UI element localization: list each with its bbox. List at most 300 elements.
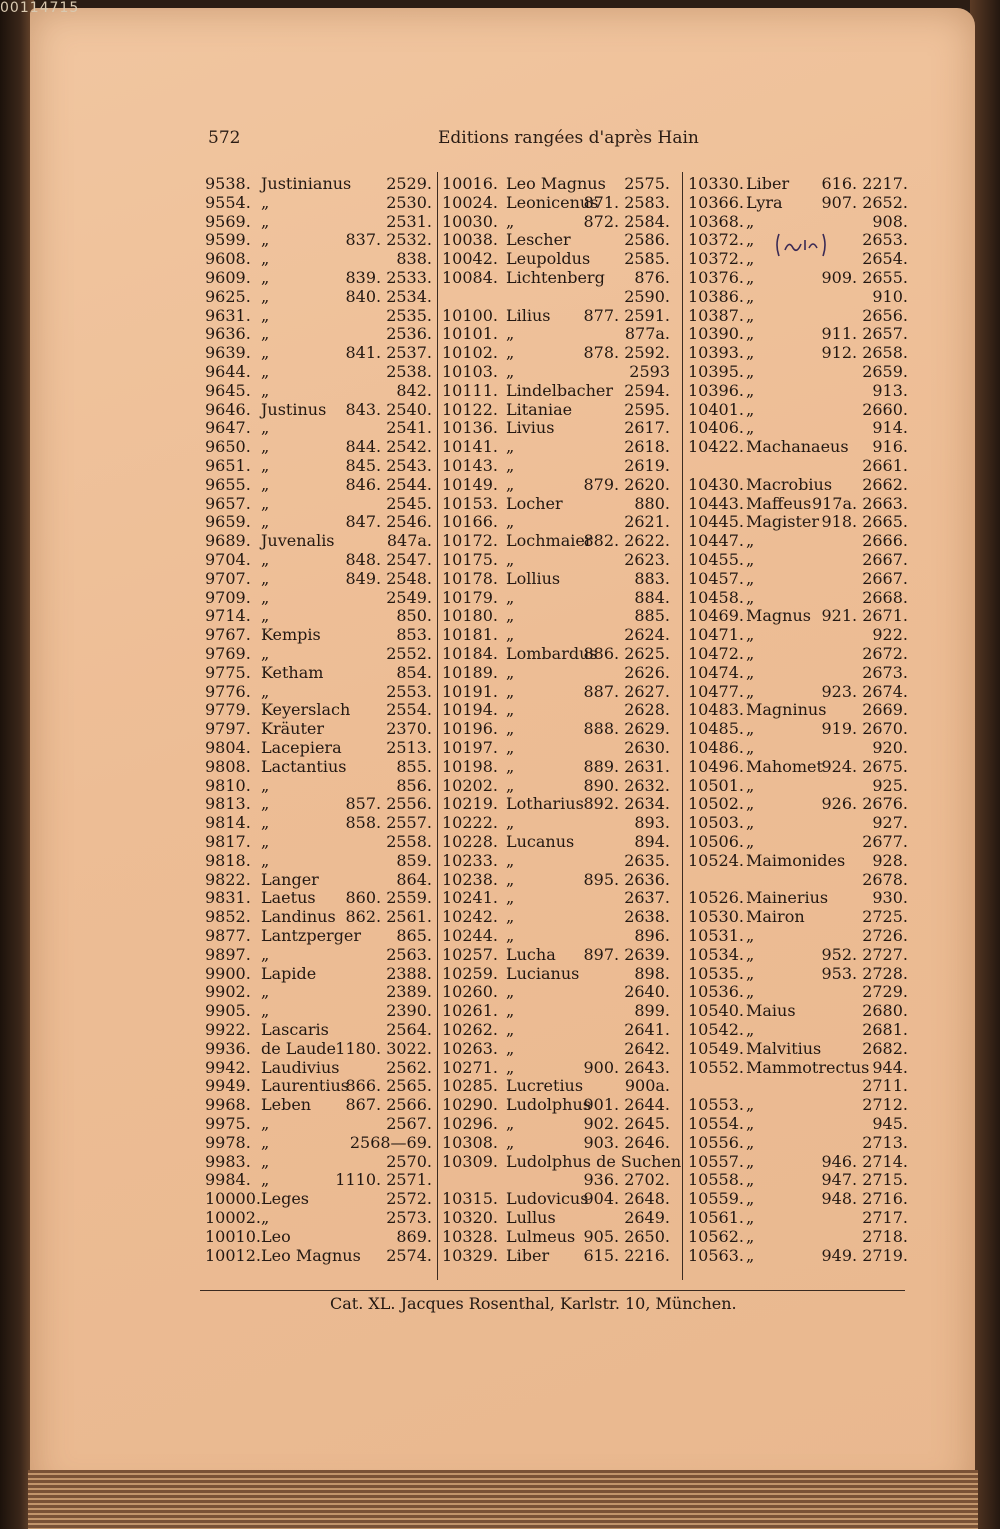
author-name: „ xyxy=(746,418,755,438)
author-name: Mainerius xyxy=(746,888,829,908)
index-entry xyxy=(205,1095,432,1114)
index-entry xyxy=(205,682,432,701)
reference-numbers: 2570. xyxy=(386,1151,432,1171)
hain-number: 10485. xyxy=(688,719,744,739)
index-entry xyxy=(442,794,670,813)
hain-number: 10122. xyxy=(442,399,498,419)
index-entry xyxy=(205,926,432,945)
hain-number: 10501. xyxy=(688,775,744,795)
index-entry xyxy=(688,1114,908,1133)
reference-numbers: 615. 2216. xyxy=(583,1245,670,1265)
reference-numbers: 2662. xyxy=(862,474,908,494)
index-entry xyxy=(442,1058,670,1077)
reference-numbers: 898. xyxy=(634,963,670,983)
index-entry xyxy=(205,1152,432,1171)
index-entry xyxy=(205,1189,432,1208)
hain-number: 9655. xyxy=(205,474,251,494)
reference-numbers: 616. 2217. xyxy=(821,174,908,193)
reference-numbers: 1110. 2571. xyxy=(335,1170,432,1190)
author-name: „ xyxy=(746,1170,755,1190)
reference-numbers: 900a. xyxy=(624,1076,670,1096)
hain-number: 10228. xyxy=(442,832,498,851)
index-entry xyxy=(205,1208,432,1227)
hain-number: 9984. xyxy=(205,1170,251,1190)
index-entry xyxy=(442,362,670,381)
index-entry xyxy=(442,512,670,531)
hain-number: 10549. xyxy=(688,1038,744,1058)
index-entry xyxy=(688,494,908,513)
reference-numbers: 880. xyxy=(634,493,670,513)
reference-numbers: 2628. xyxy=(624,700,670,720)
index-entry xyxy=(442,663,670,682)
hain-number: 10455. xyxy=(688,550,744,569)
author-name: Lindelbacher xyxy=(506,380,614,400)
hain-number: 9949. xyxy=(205,1076,251,1096)
reference-numbers: 862. 2561. xyxy=(345,907,432,927)
index-entry xyxy=(688,738,908,757)
author-name: „ xyxy=(506,681,515,701)
index-entry xyxy=(688,212,908,231)
author-name: Maimonides xyxy=(746,850,846,870)
author-name: Justinus xyxy=(261,399,327,419)
hain-number: 9810. xyxy=(205,775,251,795)
hain-number: 10233. xyxy=(442,850,498,870)
reference-numbers: 2549. xyxy=(386,587,432,607)
index-entry xyxy=(442,212,670,231)
index-entry xyxy=(205,512,432,531)
reference-numbers: 919. 2670. xyxy=(821,719,908,739)
author-name: „ xyxy=(506,474,515,494)
author-name: Lucanus xyxy=(506,832,575,851)
reference-numbers: 2673. xyxy=(862,662,908,682)
author-name: „ xyxy=(261,1170,270,1190)
index-entry xyxy=(205,738,432,757)
hain-number: 10111. xyxy=(442,380,498,400)
reference-numbers: 928. xyxy=(872,850,908,870)
hain-number: 10241. xyxy=(442,888,498,908)
reference-numbers: 2574. xyxy=(386,1245,432,1265)
hain-number: 10486. xyxy=(688,738,744,757)
reference-numbers: 840. 2534. xyxy=(345,286,432,306)
catalogue-footer: Cat. XL. Jacques Rosenthal, Karlstr. 10, München. xyxy=(330,1294,737,1313)
index-entry xyxy=(688,437,908,456)
author-name: Landinus xyxy=(261,907,336,927)
author-name: „ xyxy=(506,437,515,457)
author-name: „ xyxy=(746,738,755,757)
reference-numbers: 899. xyxy=(634,1001,670,1021)
index-entry xyxy=(688,851,908,870)
index-entry xyxy=(442,531,670,550)
author-name: „ xyxy=(746,531,755,551)
author-name: „ xyxy=(261,286,270,306)
hain-number: 10558. xyxy=(688,1170,744,1190)
reference-numbers: 2649. xyxy=(624,1208,670,1227)
author-name: Leo xyxy=(261,1226,291,1246)
index-entry xyxy=(205,1114,432,1133)
author-name: „ xyxy=(746,211,755,231)
author-name: „ xyxy=(746,324,755,344)
index-entry xyxy=(442,343,670,362)
index-entry xyxy=(205,625,432,644)
hain-number: 9975. xyxy=(205,1114,251,1133)
author-name: Lapide xyxy=(261,963,317,983)
hain-number: 10153. xyxy=(442,493,498,513)
hain-number: 10198. xyxy=(442,756,498,776)
index-entry xyxy=(442,625,670,644)
hain-number: 10396. xyxy=(688,380,744,400)
reference-numbers: 2659. xyxy=(862,362,908,381)
page-stack-edge xyxy=(28,1470,978,1529)
reference-numbers: 854. xyxy=(396,662,432,682)
reference-numbers: 2668. xyxy=(862,587,908,607)
author-name: „ xyxy=(746,1132,755,1152)
hain-number: 9877. xyxy=(205,926,251,945)
author-name: „ xyxy=(506,982,515,1002)
reference-numbers: 900. 2643. xyxy=(583,1057,670,1077)
index-entry xyxy=(205,306,432,325)
hain-number: 10526. xyxy=(688,888,744,908)
author-name: „ xyxy=(506,1057,515,1077)
hain-number: 9804. xyxy=(205,738,251,757)
index-entry xyxy=(442,832,670,851)
index-entry xyxy=(205,606,432,625)
reference-numbers: 872. 2584. xyxy=(583,211,670,231)
author-name: „ xyxy=(746,1245,755,1265)
hain-number: 10315. xyxy=(442,1189,498,1209)
author-name: „ xyxy=(506,343,515,363)
reference-numbers: 912. 2658. xyxy=(821,343,908,363)
index-entry xyxy=(205,268,432,287)
index-entry xyxy=(442,757,670,776)
reference-numbers: 904. 2648. xyxy=(583,1189,670,1209)
author-name: Ludolphus de Suchen xyxy=(506,1151,682,1171)
reference-numbers: 2389. xyxy=(386,982,432,1002)
author-name: „ xyxy=(746,1095,755,1115)
author-name: Ketham xyxy=(261,662,324,682)
index-entry xyxy=(688,456,908,475)
author-name: Kräuter xyxy=(261,719,324,739)
index-entry xyxy=(205,343,432,362)
author-name: Liber xyxy=(746,174,790,193)
reference-numbers: 2538. xyxy=(386,362,432,381)
hain-number: 9905. xyxy=(205,1001,251,1021)
author-name: „ xyxy=(261,380,270,400)
hain-number: 10000. xyxy=(205,1189,261,1209)
reference-numbers: 946. 2714. xyxy=(821,1151,908,1171)
reference-numbers: 2558. xyxy=(386,832,432,851)
author-name: Livius xyxy=(506,418,555,438)
reference-numbers: 2713. xyxy=(862,1132,908,1152)
hain-number: 9647. xyxy=(205,418,251,438)
reference-numbers: 850. xyxy=(396,606,432,626)
author-name: Lucianus xyxy=(506,963,580,983)
reference-numbers: 902. 2645. xyxy=(583,1114,670,1133)
hain-number: 10477. xyxy=(688,681,744,701)
reference-numbers: 2388. xyxy=(386,963,432,983)
archive-tag: 00114715 xyxy=(0,0,80,16)
reference-numbers: 869. xyxy=(396,1226,432,1246)
index-entry xyxy=(688,776,908,795)
reference-numbers: 2585. xyxy=(624,249,670,269)
hain-number: 9983. xyxy=(205,1151,251,1171)
reference-numbers: 925. xyxy=(872,775,908,795)
hain-number: 10320. xyxy=(442,1208,498,1227)
reference-numbers: 947. 2715. xyxy=(821,1170,908,1190)
author-name: Juvenalis xyxy=(261,531,335,551)
reference-numbers: 2630. xyxy=(624,738,670,757)
hain-number: 10366. xyxy=(688,192,744,212)
index-entry xyxy=(205,456,432,475)
hain-number: 10530. xyxy=(688,907,744,927)
author-name: „ xyxy=(261,362,270,381)
author-name: „ xyxy=(746,625,755,645)
author-name: „ xyxy=(261,944,270,964)
reference-numbers: 2536. xyxy=(386,324,432,344)
reference-numbers: 903. 2646. xyxy=(583,1132,670,1152)
hain-number: 10561. xyxy=(688,1208,744,1227)
hain-number: 10038. xyxy=(442,230,498,250)
author-name: „ xyxy=(746,362,755,381)
hain-number: 10143. xyxy=(442,456,498,475)
reference-numbers: 922. xyxy=(872,625,908,645)
index-entry xyxy=(205,588,432,607)
author-name: Lacepiera xyxy=(261,738,342,757)
index-entry xyxy=(442,700,670,719)
reference-numbers: 914. xyxy=(872,418,908,438)
reference-numbers: 879. 2620. xyxy=(583,474,670,494)
index-entry xyxy=(205,1039,432,1058)
author-name: „ xyxy=(261,982,270,1002)
hain-number: 9831. xyxy=(205,888,251,908)
reference-numbers: 845. 2543. xyxy=(345,456,432,475)
author-name: Leo Magnus xyxy=(261,1245,361,1265)
author-name: Machanaeus xyxy=(746,437,849,457)
index-entry xyxy=(205,324,432,343)
author-name: Litaniae xyxy=(506,399,573,419)
author-name: Lichtenberg xyxy=(506,268,605,287)
author-name: „ xyxy=(261,192,270,212)
author-name: „ xyxy=(261,249,270,269)
hain-number: 10175. xyxy=(442,550,498,569)
author-name: Ludovicus xyxy=(506,1189,589,1209)
author-name: „ xyxy=(746,813,755,833)
index-entry xyxy=(442,1189,670,1208)
author-name: „ xyxy=(746,249,755,269)
index-entry xyxy=(688,1189,908,1208)
reference-numbers: 2535. xyxy=(386,305,432,325)
reference-numbers: 2654. xyxy=(862,249,908,269)
author-name: „ xyxy=(746,1151,755,1171)
hain-number: 10010. xyxy=(205,1226,261,1246)
index-entry xyxy=(442,945,670,964)
hain-number: 10447. xyxy=(688,531,744,551)
hain-number: 10260. xyxy=(442,982,498,1002)
reference-numbers: 927. xyxy=(872,813,908,833)
reference-numbers: 944. xyxy=(872,1057,908,1077)
reference-numbers: 908. xyxy=(872,211,908,231)
author-name: „ xyxy=(746,926,755,945)
index-entry xyxy=(688,1208,908,1227)
author-name: Laurentius xyxy=(261,1076,349,1096)
hain-number: 10238. xyxy=(442,869,498,889)
author-name: Lescher xyxy=(506,230,571,250)
author-name: „ xyxy=(261,268,270,287)
reference-numbers: 895. 2636. xyxy=(583,869,670,889)
reference-numbers: 953. 2728. xyxy=(821,963,908,983)
hain-number: 9631. xyxy=(205,305,251,325)
index-entry xyxy=(442,644,670,663)
index-entry xyxy=(442,418,670,437)
index-entry xyxy=(442,475,670,494)
reference-numbers: 2617. xyxy=(624,418,670,438)
hain-number: 10443. xyxy=(688,493,744,513)
author-name: „ xyxy=(506,211,515,231)
author-name: Lullus xyxy=(506,1208,556,1227)
index-entry xyxy=(442,550,670,569)
reference-numbers: 2725. xyxy=(862,907,908,927)
index-entry xyxy=(205,719,432,738)
reference-numbers: 2680. xyxy=(862,1001,908,1021)
index-entry xyxy=(688,606,908,625)
author-name: „ xyxy=(506,587,515,607)
author-name: „ xyxy=(506,324,515,344)
hain-number: 10012. xyxy=(205,1245,261,1265)
reference-numbers: 846. 2544. xyxy=(345,474,432,494)
author-name: „ xyxy=(261,587,270,607)
author-name: Lollius xyxy=(506,568,561,588)
hain-number: 10471. xyxy=(688,625,744,645)
reference-numbers: 2641. xyxy=(624,1020,670,1039)
index-entry xyxy=(688,1133,908,1152)
reference-numbers: 2667. xyxy=(862,550,908,569)
reference-numbers: 871. 2583. xyxy=(583,192,670,212)
hain-number: 10042. xyxy=(442,249,498,269)
hain-number: 10202. xyxy=(442,775,498,795)
index-entry xyxy=(205,381,432,400)
reference-numbers: 2562. xyxy=(386,1057,432,1077)
author-name: Mahomet xyxy=(746,756,823,776)
hain-number: 10542. xyxy=(688,1020,744,1039)
reference-numbers: 2567. xyxy=(386,1114,432,1133)
index-entry xyxy=(442,964,670,983)
author-name: „ xyxy=(506,888,515,908)
hain-number: 9808. xyxy=(205,756,251,776)
author-name: Lascaris xyxy=(261,1020,329,1039)
index-entry xyxy=(205,1058,432,1077)
author-name: „ xyxy=(261,211,270,231)
hain-number: 10016. xyxy=(442,174,498,193)
index-entry xyxy=(442,776,670,795)
index-entry xyxy=(688,964,908,983)
index-entry xyxy=(442,870,670,889)
hain-number: 9769. xyxy=(205,644,251,663)
hain-number: 10084. xyxy=(442,268,498,287)
reference-numbers: 2390. xyxy=(386,1001,432,1021)
author-name: Ludolphus xyxy=(506,1095,591,1115)
reference-numbers: 2553. xyxy=(386,681,432,701)
index-entry xyxy=(688,1039,908,1058)
hain-number: 10191. xyxy=(442,681,498,701)
index-entry xyxy=(442,249,670,268)
reference-numbers: 837. 2532. xyxy=(345,230,432,250)
author-name: Maius xyxy=(746,1001,796,1021)
hain-number: 9714. xyxy=(205,606,251,626)
author-name: Magister xyxy=(746,512,820,532)
index-entry xyxy=(205,1020,432,1039)
index-entry xyxy=(205,531,432,550)
hain-number: 10430. xyxy=(688,474,744,494)
reference-numbers: 923. 2674. xyxy=(821,681,908,701)
index-entry xyxy=(205,212,432,231)
reference-numbers: 2554. xyxy=(386,700,432,720)
author-name: „ xyxy=(506,719,515,739)
author-name: „ xyxy=(506,775,515,795)
reference-numbers: 2564. xyxy=(386,1020,432,1039)
author-name: „ xyxy=(261,606,270,626)
hain-number: 10030. xyxy=(442,211,498,231)
hain-number: 10386. xyxy=(688,286,744,306)
page-number: 572 xyxy=(208,128,241,148)
author-name: „ xyxy=(506,606,515,626)
index-entry xyxy=(442,569,670,588)
hain-number: 10553. xyxy=(688,1095,744,1115)
author-name: „ xyxy=(506,738,515,757)
reference-numbers: 952. 2727. xyxy=(821,944,908,964)
reference-numbers: 926. 2676. xyxy=(821,794,908,814)
index-entry xyxy=(205,982,432,1001)
index-entry xyxy=(205,475,432,494)
hain-number: 10263. xyxy=(442,1038,498,1058)
reference-numbers: 843. 2540. xyxy=(345,399,432,419)
index-entry xyxy=(205,888,432,907)
reference-numbers: 886. 2625. xyxy=(583,644,670,663)
reference-numbers: 2513. xyxy=(386,738,432,757)
author-name: „ xyxy=(746,644,755,663)
hain-number: 10330. xyxy=(688,174,744,193)
index-entry xyxy=(688,475,908,494)
author-name: „ xyxy=(506,512,515,532)
author-name: de Laude xyxy=(261,1038,336,1058)
hain-number: 9646. xyxy=(205,399,251,419)
author-name: „ xyxy=(261,343,270,363)
author-name: „ xyxy=(506,625,515,645)
hain-number: 10285. xyxy=(442,1076,498,1096)
author-name: Lochmaier xyxy=(506,531,593,551)
reference-numbers: 856. xyxy=(396,775,432,795)
reference-numbers: 882. 2622. xyxy=(583,531,670,551)
hain-number: 10536. xyxy=(688,982,744,1002)
hain-number: 9822. xyxy=(205,869,251,889)
author-name: „ xyxy=(746,1114,755,1133)
hain-number: 10502. xyxy=(688,794,744,814)
index-entry xyxy=(688,757,908,776)
hain-number: 10181. xyxy=(442,625,498,645)
author-name: „ xyxy=(746,230,755,250)
index-entry xyxy=(688,550,908,569)
column-divider xyxy=(682,172,683,1280)
index-entry xyxy=(205,193,432,212)
reference-numbers: 2712. xyxy=(862,1095,908,1115)
reference-numbers: 2656. xyxy=(862,305,908,325)
author-name: Leben xyxy=(261,1095,312,1115)
index-entry xyxy=(442,1095,670,1114)
reference-numbers: 2552. xyxy=(386,644,432,663)
hain-number: 10309. xyxy=(442,1151,498,1171)
hain-number: 10535. xyxy=(688,963,744,983)
index-entry xyxy=(442,588,670,607)
index-entry xyxy=(205,700,432,719)
reference-numbers: 2638. xyxy=(624,907,670,927)
